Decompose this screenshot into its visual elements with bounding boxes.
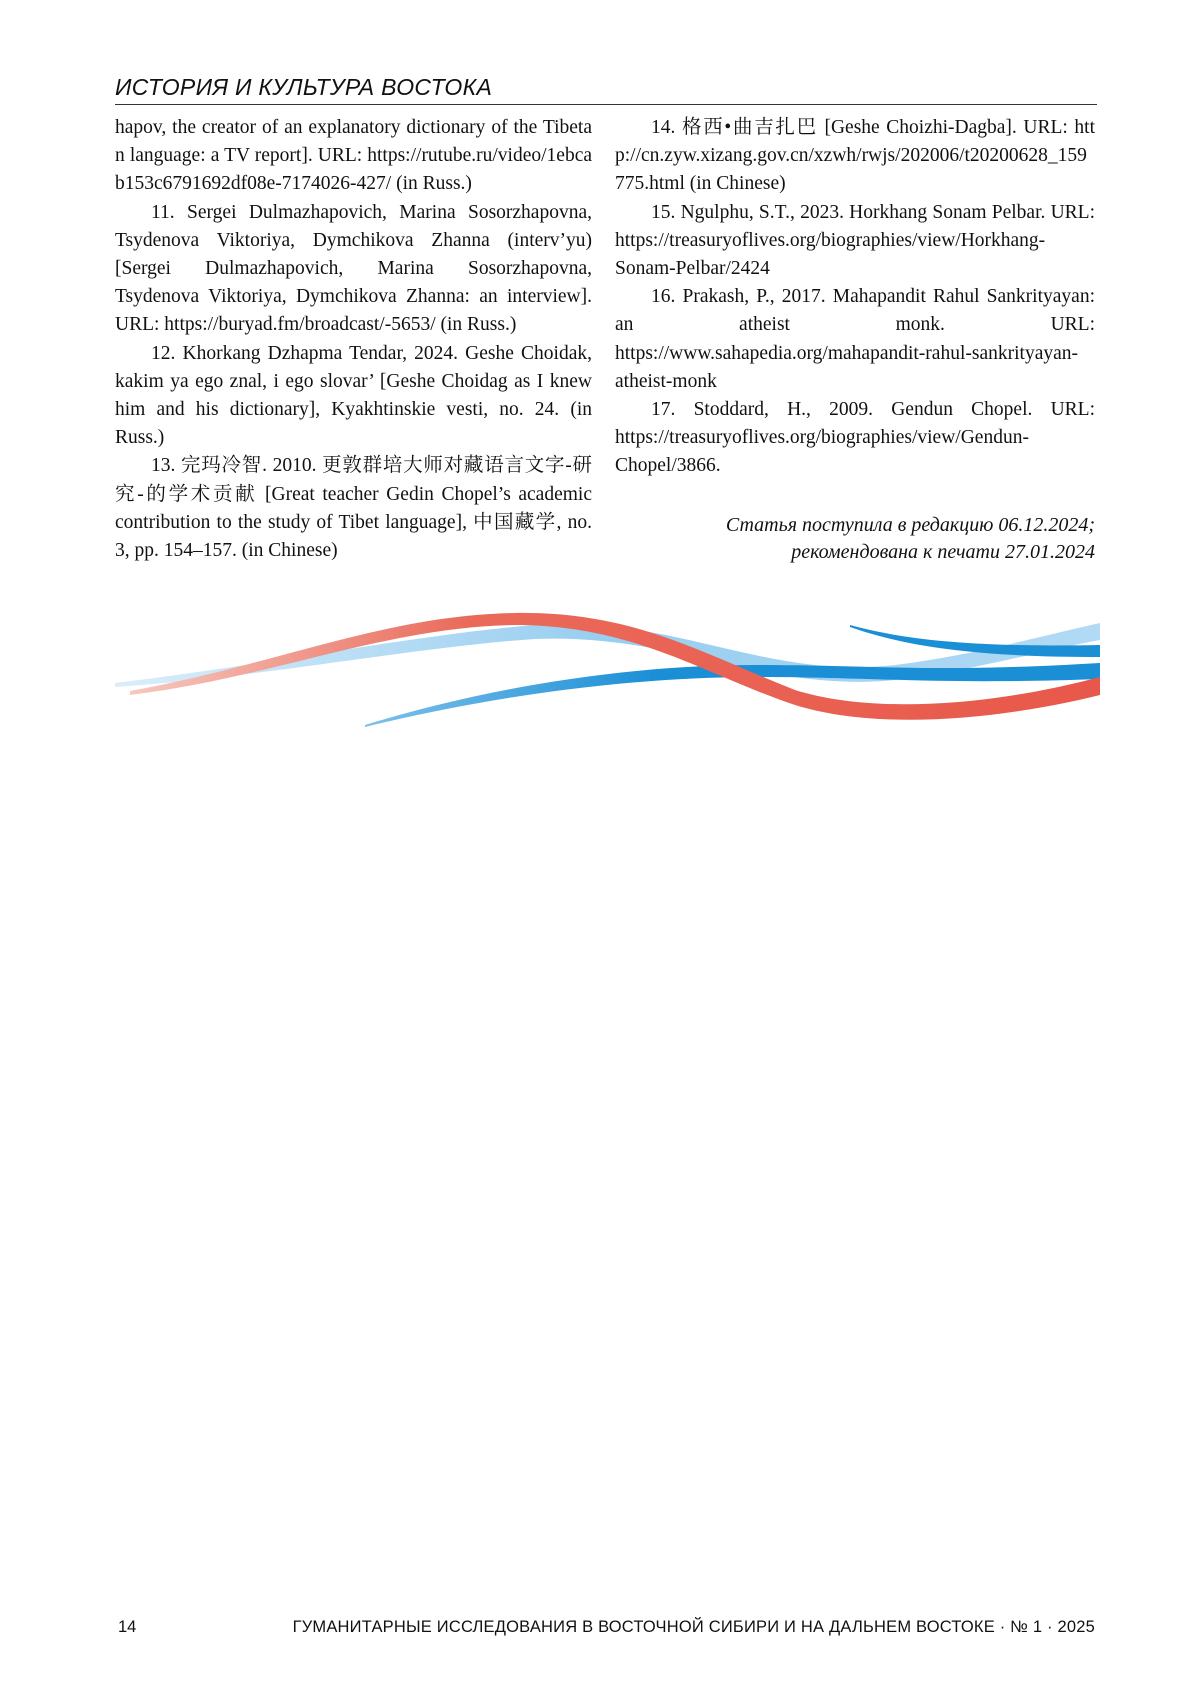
references-column-left [115, 114, 592, 565]
journal-title: ГУМАНИТАРНЫЕ ИССЛЕДОВАНИЯ В ВОСТОЧНОЙ СИБИРИ И НА ДАЛЬНЕМ ВОСТОКЕ · № 1 · 2025 [292, 1618, 1095, 1636]
header-rule [115, 104, 1097, 105]
page-number: 14 [118, 1618, 137, 1636]
running-head: ИСТОРИЯ И КУЛЬТУРА ВОСТОКА [115, 74, 493, 100]
reference-entry: 11. Sergei Dulmazhapovich, Marina Sosorzhapovna, Tsydenova Viktoriya, Dymchikova Zhanna (interv’yu) [Sergei Dulmazhapovich, Marina Sosorzhapovna, Tsydenova Viktoriya, Dymchikova Zhanna: an interview]. URL: https://buryad.fm/broadcast/-5653/ (in Russ.) [115, 201, 592, 336]
reference-entry: 16. Prakash, P., 2017. Mahapandit Rahul Sankrityayan: an atheist monk. URL: https://www.sahapedia.org/mahapandit-rahul-sankrityayan-atheist-monk [615, 286, 1095, 392]
accepted-date-line: рекомендована к печати 27.01.2024 [791, 541, 1095, 563]
reference-entry: 12. Khorkang Dzhapma Tendar, 2024. Geshe Choidak, kakim ya ego znal, i ego slovar’ [Geshe Choidag as I knew him and his dictionary], Kyakhtinskie vesti, no. 24. (in Russ.) [115, 342, 592, 449]
reference-entry: hapov, the creator of an explanatory dictionary of the Tibetan language: a TV report]. URL: https://rutube.ru/video/1ebcab153c6791692df08e-7174026-427/ (in Russ.) [115, 117, 592, 195]
reference-entry: 13. 完玛冷智. 2010. 更敦群培大师对藏语言文字-研究-的学术贡献 [Great teacher Gedin Chopel’s academic contribution to the study of Tibet language], 中国藏学, no. 3, pp. 154–157. (in Chinese) [115, 455, 592, 562]
reference-entry: 14. 格西•曲吉扎巴 [Geshe Choizhi-Dagba]. URL: http://cn.zyw.xizang.gov.cn/xzwh/rwjs/202006/t20200628_159775.html (in Chinese) [615, 117, 1095, 195]
references-column-right [615, 114, 1095, 481]
received-date-line: Статья поступила в редакцию 06.12.2024; [725, 514, 1095, 536]
reference-entry: 17. Stoddard, H., 2009. Gendun Chopel. URL: https://treasuryoflives.org/biographies/view/Gendun-Chopel/3866. [615, 399, 1095, 477]
page-footer [115, 1618, 1095, 1644]
decorative-waves [115, 595, 1100, 730]
reference-entry: 15. Ngulphu, S.T., 2023. Horkhang Sonam Pelbar. URL: https://treasuryoflives.org/biographies/view/Horkhang-Sonam-Pelbar/2424 [615, 201, 1095, 280]
submission-dates-note [625, 512, 1095, 566]
